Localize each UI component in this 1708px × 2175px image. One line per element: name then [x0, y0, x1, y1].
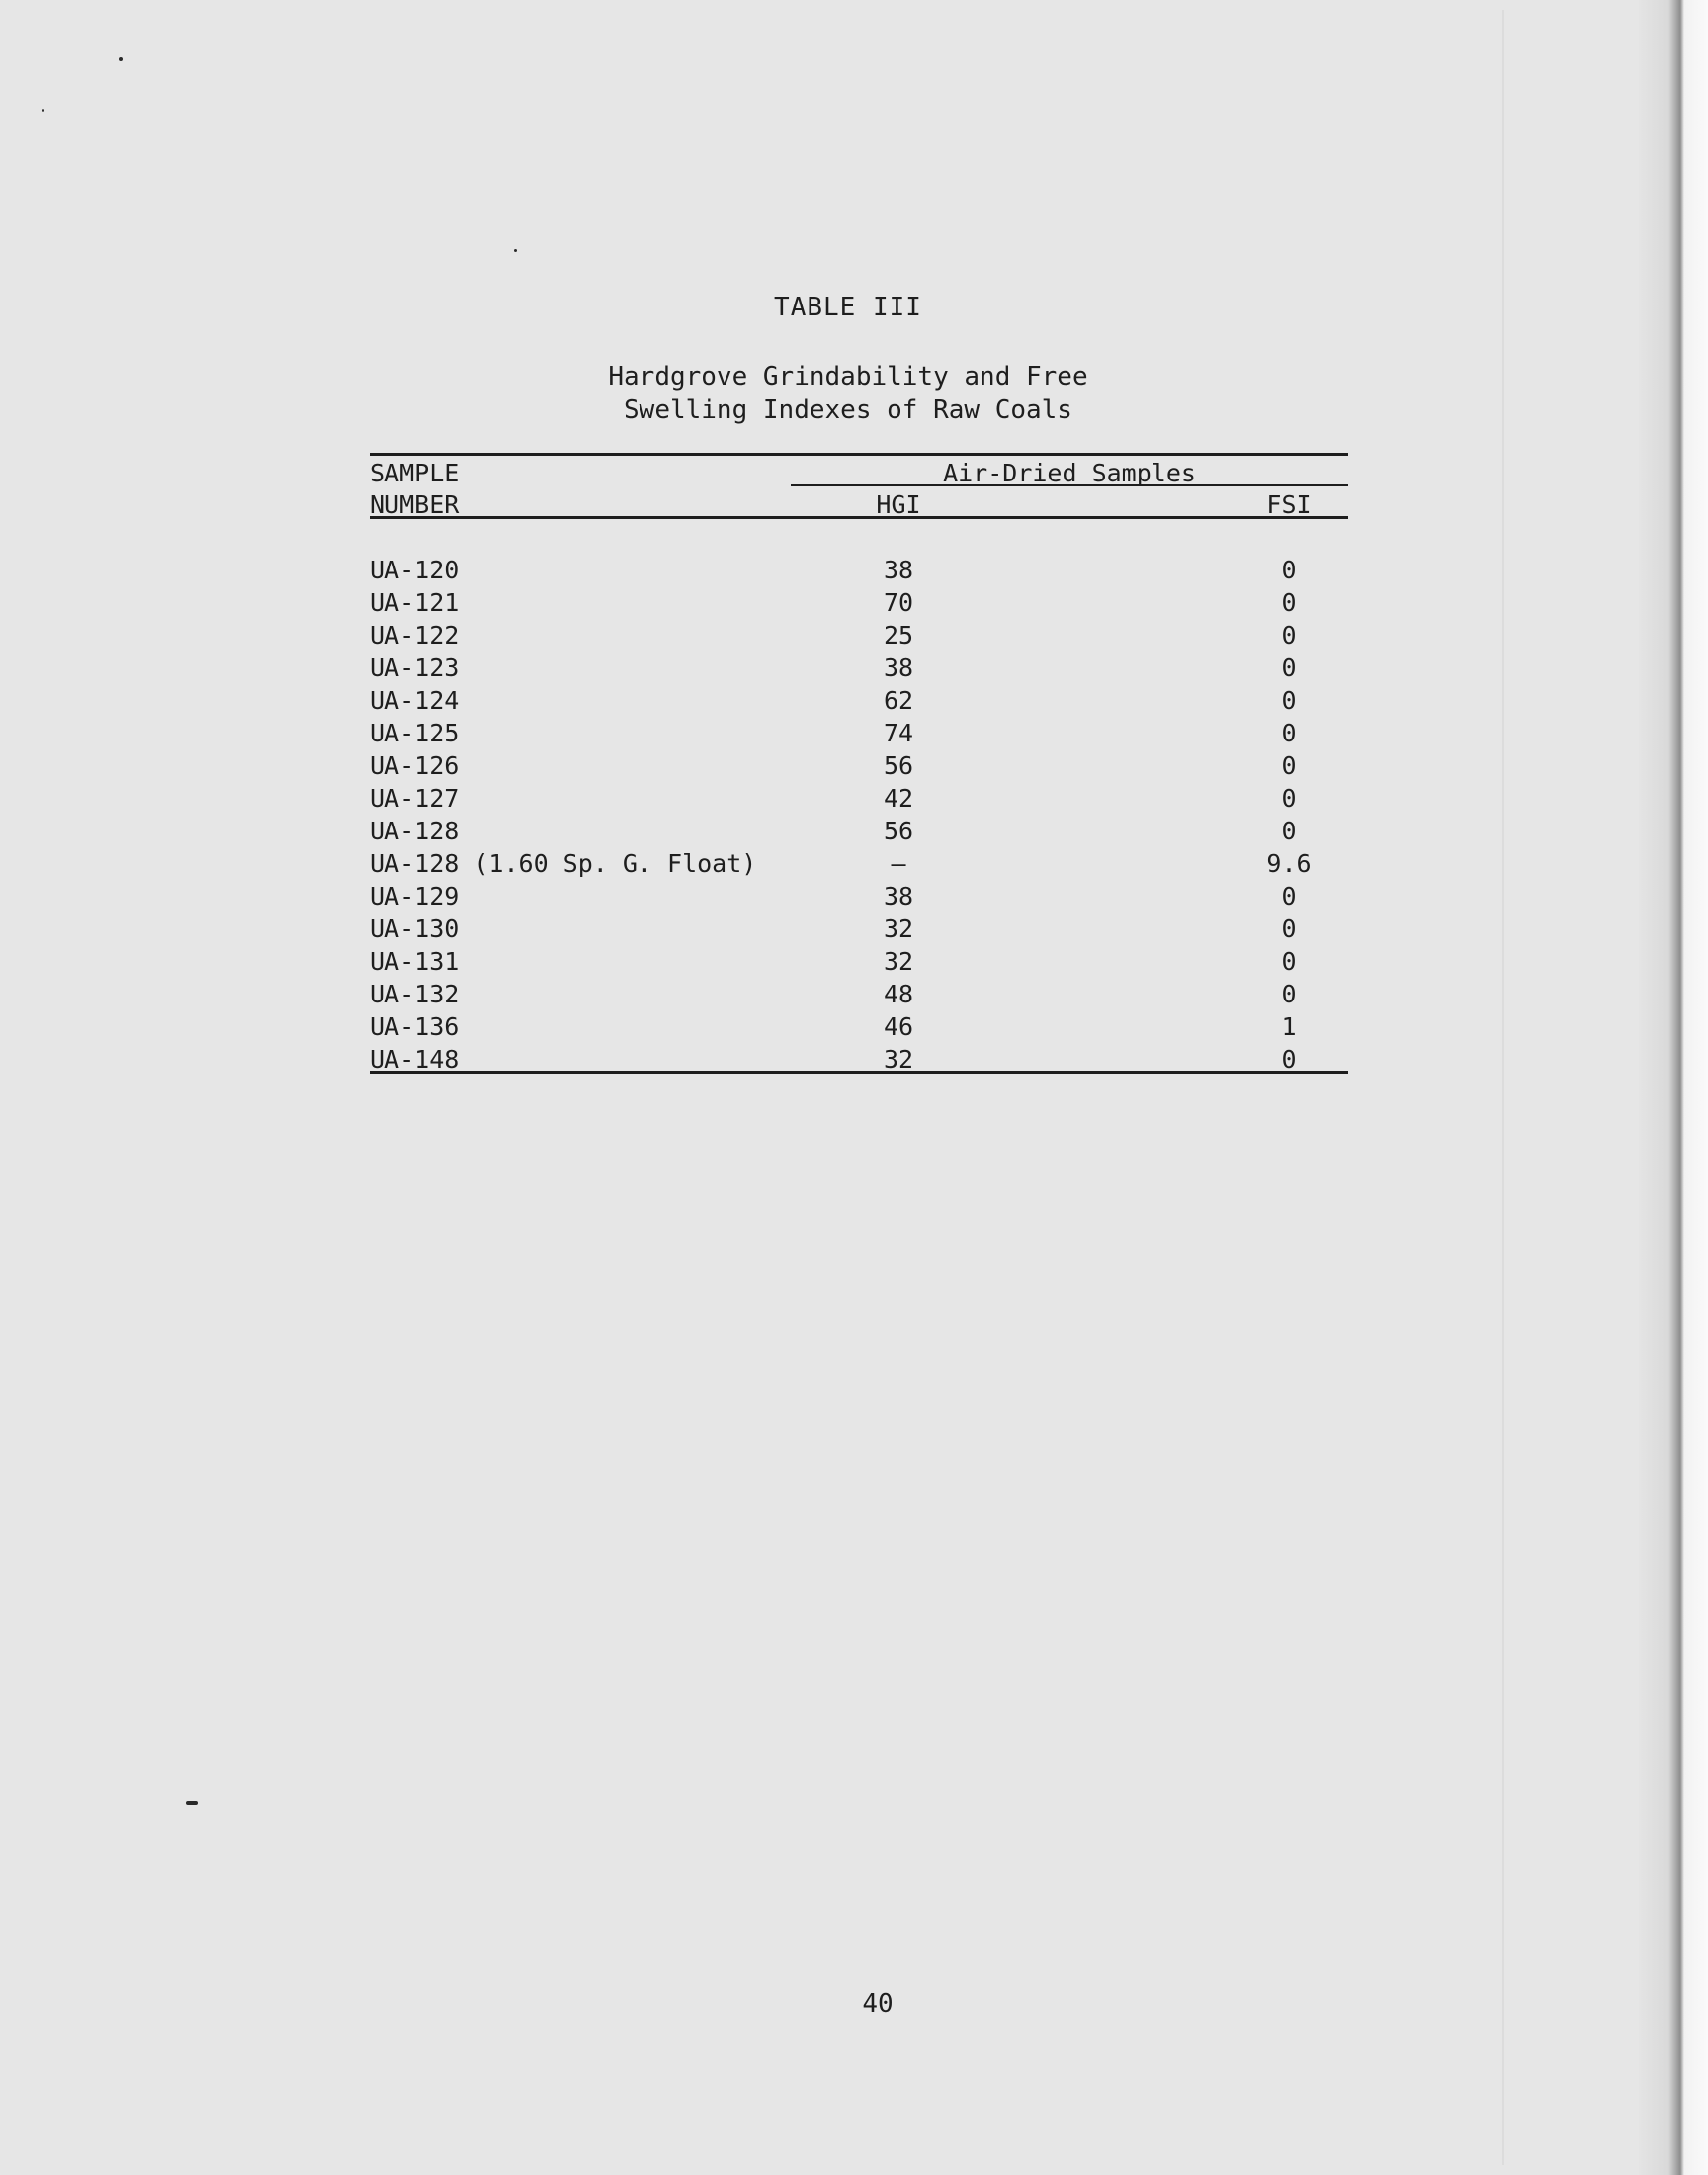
table-row: [370, 978, 1348, 1010]
sample-number-cell: UA-121: [370, 588, 460, 617]
fsi-cell: 0: [1281, 719, 1297, 747]
sample-number-cell: UA-124: [370, 686, 460, 715]
hgi-cell: 38: [883, 882, 914, 911]
table-row: [370, 586, 1348, 619]
scan-speck: [514, 249, 517, 252]
hgi-cell: 74: [883, 719, 914, 747]
table-row: [370, 652, 1348, 684]
sample-number-cell: UA-148: [370, 1045, 460, 1074]
subtitle-line-2: Swelling Indexes of Raw Coals: [624, 395, 1072, 425]
fsi-cell: 0: [1281, 947, 1297, 976]
sample-number-cell: UA-122: [370, 621, 460, 650]
sample-number-cell: UA-136: [370, 1012, 460, 1041]
scan-speck: [186, 1801, 198, 1805]
fsi-header: FSI: [1266, 490, 1312, 519]
table-subtitle: [0, 360, 1696, 427]
hgi-cell: 46: [883, 1012, 914, 1041]
binding-edge: [1639, 0, 1708, 2175]
hgi-cell: 38: [883, 653, 914, 682]
table-row: [370, 847, 1348, 880]
table-row: [370, 684, 1348, 717]
sample-number-cell: UA-120: [370, 556, 460, 584]
hgi-cell: 56: [883, 751, 914, 780]
table-body: [370, 554, 1348, 1076]
hgi-cell: 48: [883, 980, 914, 1008]
fsi-cell: 0: [1281, 556, 1297, 584]
sample-header-line-2: NUMBER: [370, 490, 460, 519]
fsi-cell: 0: [1281, 588, 1297, 617]
sample-number-cell: UA-131: [370, 947, 460, 976]
scan-speck: [119, 57, 123, 61]
table-row: [370, 749, 1348, 782]
fsi-cell: 0: [1281, 914, 1297, 943]
sample-number-cell: UA-129: [370, 882, 460, 911]
table-row: [370, 945, 1348, 978]
air-dried-group-header: Air-Dried Samples: [943, 459, 1196, 487]
table-row: [370, 880, 1348, 913]
hgi-cell: 38: [883, 556, 914, 584]
table-top-rule: [370, 453, 1348, 456]
hgi-cell: 56: [883, 817, 914, 845]
fsi-cell: 0: [1281, 653, 1297, 682]
hgi-cell: 25: [883, 621, 914, 650]
sample-number-cell: UA-130: [370, 914, 460, 943]
sample-number-cell: UA-126: [370, 751, 460, 780]
subtitle-line-1: Hardgrove Grindability and Free: [608, 362, 1088, 392]
fsi-cell: 9.6: [1266, 849, 1312, 878]
sample-number-cell: UA-123: [370, 653, 460, 682]
table-row: [370, 1043, 1348, 1076]
hgi-cell: 32: [883, 947, 914, 976]
table-row: [370, 913, 1348, 945]
hgi-header: HGI: [876, 490, 921, 519]
hgi-cell: 62: [883, 686, 914, 715]
table-row: [370, 619, 1348, 652]
hgi-cell: 32: [883, 914, 914, 943]
scan-speck: [42, 109, 44, 112]
hgi-cell: 70: [883, 588, 914, 617]
table-row: [370, 782, 1348, 815]
hgi-cell: 42: [883, 784, 914, 813]
hgi-cell: 32: [883, 1045, 914, 1074]
table-row: [370, 554, 1348, 586]
sample-number-cell: UA-128 (1.60 Sp. G. Float): [370, 849, 757, 878]
fsi-cell: 0: [1281, 751, 1297, 780]
fsi-cell: 0: [1281, 621, 1297, 650]
fsi-cell: 1: [1281, 1012, 1297, 1041]
fsi-cell: 0: [1281, 980, 1297, 1008]
fsi-cell: 0: [1281, 817, 1297, 845]
table-title: TABLE III: [774, 293, 922, 322]
table-row: [370, 717, 1348, 749]
hgi-cell: —: [891, 849, 906, 878]
scan-fold-line: [1502, 10, 1504, 2165]
page-number: 40: [862, 1989, 894, 2019]
sample-header-line-1: SAMPLE: [370, 459, 460, 487]
fsi-cell: 0: [1281, 784, 1297, 813]
sample-number-cell: UA-127: [370, 784, 460, 813]
sample-number-cell: UA-128: [370, 817, 460, 845]
table-row: [370, 1010, 1348, 1043]
sample-number-cell: UA-125: [370, 719, 460, 747]
table-row: [370, 815, 1348, 847]
fsi-cell: 0: [1281, 686, 1297, 715]
fsi-cell: 0: [1281, 882, 1297, 911]
fsi-cell: 0: [1281, 1045, 1297, 1074]
sample-number-cell: UA-132: [370, 980, 460, 1008]
